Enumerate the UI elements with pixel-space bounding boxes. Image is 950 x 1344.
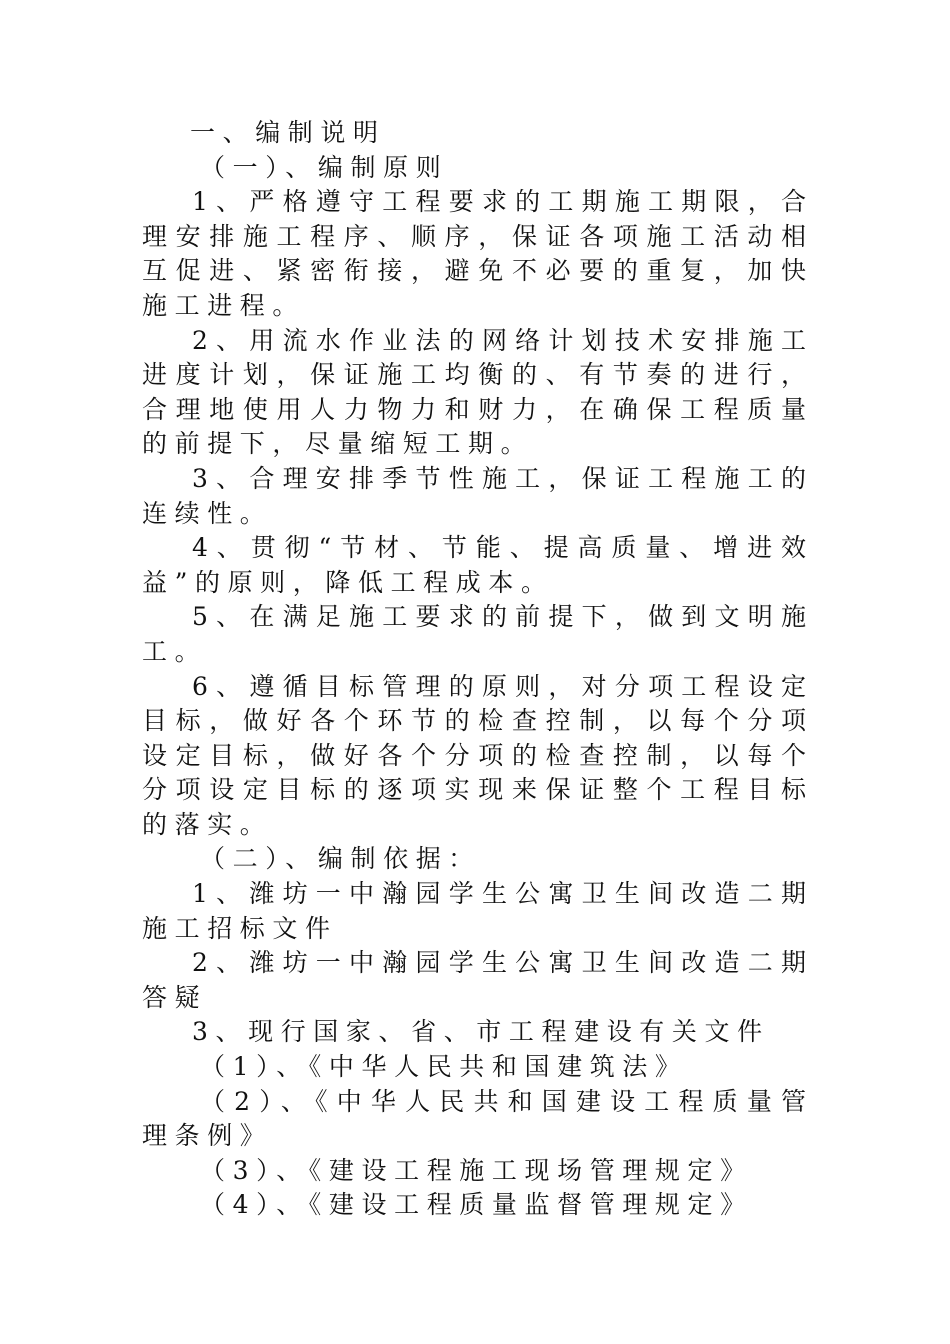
subsection-heading: （一）、编制原则 [200, 152, 449, 182]
paragraph-line: 施工进程。 [142, 290, 306, 320]
paragraph-line: 2、用流水作业法的网络计划技术安排施工 [192, 325, 806, 355]
paragraph-line: 理安排施工程序、顺序，保证各项施工活动相 [142, 221, 806, 251]
paragraph-line: 连续性。 [142, 498, 273, 528]
list-item: （4）、《建设工程质量监督管理规定》 [200, 1190, 753, 1220]
paragraph-line: 4、贯彻“节材、节能、提高质量、增进效 [192, 533, 806, 563]
list-item: （1）、《中华人民共和国建筑法》 [200, 1052, 688, 1082]
paragraph-line: 益”的原则，降低工程成本。 [142, 567, 554, 597]
list-item: （2）、《中华人民共和国建设工程质量管 [200, 1086, 806, 1116]
paragraph-line: 6、遵循目标管理的原则，对分项工程设定 [192, 671, 806, 701]
paragraph-line: 1、潍坊一中瀚园学生公寓卫生间改造二期 [192, 879, 806, 909]
list-item: （3）、《建设工程施工现场管理规定》 [200, 1155, 753, 1185]
section-heading: 一、编制说明 [190, 118, 386, 147]
paragraph-line: 3、现行国家、省、市工程建设有关文件 [192, 1017, 770, 1047]
list-item-continuation: 理条例》 [142, 1121, 273, 1151]
paragraph-line: 5、在满足施工要求的前提下，做到文明施 [192, 602, 806, 632]
paragraph-line: 合理地使用人力物力和财力，在确保工程质量 [142, 394, 806, 424]
paragraph-line: 3、合理安排季节性施工，保证工程施工的 [192, 463, 806, 493]
subsection-heading: （二）、编制依据： [200, 844, 481, 874]
paragraph-line: 施工招标文件 [142, 913, 338, 943]
paragraph-line: 进度计划，保证施工均衡的、有节奏的进行， [142, 360, 806, 390]
paragraph-line: 的前提下，尽量缩短工期。 [142, 429, 534, 459]
document-page [142, 116, 806, 1223]
paragraph-line: 目标，做好各个环节的检查控制，以每个分项 [142, 706, 806, 736]
paragraph-line: 分项设定目标的逐项实现来保证整个工程目标 [142, 775, 806, 805]
paragraph-line: 答疑 [142, 982, 208, 1012]
paragraph-line: 的落实。 [142, 809, 273, 839]
paragraph-line: 2、潍坊一中瀚园学生公寓卫生间改造二期 [192, 948, 806, 978]
paragraph-line: 工。 [142, 636, 208, 666]
paragraph-line: 设定目标，做好各个分项的检查控制，以每个 [142, 740, 806, 770]
paragraph-line: 1、严格遵守工程要求的工期施工期限，合 [192, 187, 806, 217]
paragraph-line: 互促进、紧密衔接，避免不必要的重复，加快 [142, 256, 806, 286]
